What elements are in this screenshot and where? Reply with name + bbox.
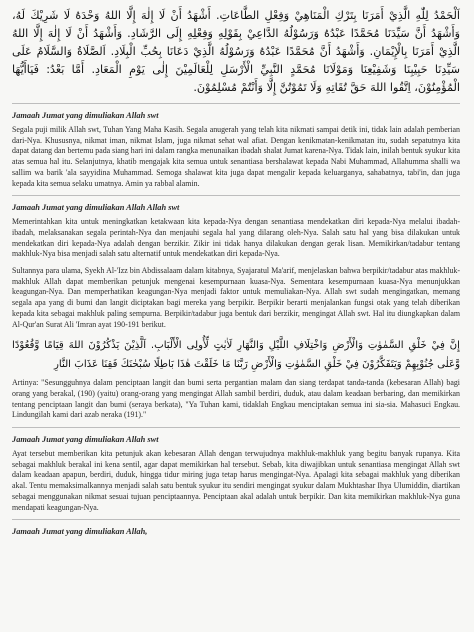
section-heading-2: Jamaah Jumat yang dimuliakan Allah Allah swt <box>12 203 180 213</box>
section-heading-4: Jamaah Jumat yang dimuliakan Allah, <box>12 527 148 537</box>
arabic-opening-prayer: اَلْحَمْدُ لِلّٰهِ الَّذِيْ أَمَرَنَا بِتَرْكِ الْمَنَاهِيْ وَفِعْلِ الطَّاعَاتِ. أَشْهَدُ أَنْ لَا إِلٰهَ إِلَّا اللهُ وَحْدَهُ لَا شَرِيْكَ لَهُ، وَأَشْهَدُ أَنَّ سَيِّدَنَا مُحَمَّدًا عَبْدُهُ وَرَسُوْلُهُ الدَّاعِيْ بِقَوْلِهِ وَفِعْلِهِ إِلَى الرَّشَادِ. وَأَشْهَدُ أَنْ لَا إِلٰهَ إِلَّا اللهُ الَّذِيْ أَمَرَنَا بِالْإِيْمَانِ. وَأَشْهَدُ أَنَّ مُحَمَّدًا عَبْدُهُ وَرَسُوْلُهُ الَّذِيْ دَعَانَا بِحُبِّ الْبِلَادِ. اَلصَّلَاةُ وَالسَّلَامُ عَلَى سَيِّدِنَا حَبِيْبِنَا وَشَفِيْعِنَا وَمَوْلَانَا مُحَمَّدٍ النَّبِيِّ الْأَرْسَلِ لِلْعَالَمِيْنَ إِلٰى يَوْمِ الْمَعَادِ. أَمَّا بَعْدُ: فَيَاأَيُّهَا الْمُؤْمِنُوْنَ، اِتَّقُوا اللهَ حَقَّ تُقَاتِهِ وَلَا تَمُوْتُنَّ إِلَّا وَأَنْتُمْ مُسْلِمُوْنَ. <box>12 9 460 94</box>
section-heading-3: Jamaah Jumat yang dimuliakan Allah swt <box>12 435 159 445</box>
body-paragraph: Ayat tersebut memberikan kita petunjuk akan kebesaran Allah dengan terwujudnya makhluk-makhluk yang begitu banyak rupanya. Kita sebagai makhluk berakal ini kena sentil, agar dapat memikirkan hal tersebut. Sebab, kita diwajibkan untuk senantiasa mengingat Allah swt dalam keadaan apapun, berdiri, duduk, hingga tidur miring juga tetap harus mengingat-Nya. Apalagi kita sebagai makhluk yang diberikan akal. Tentu memaksimalkannya menjadi salah satu bentuk syukur itu sendiri mengingat syukur dalam Mukhtashar Ihya Ulumiddin, diartikan sebagai menggunakan nikmat sesuai tujuan penciptaannya. Penciptaan akal adalah untuk berpikir. Dan kita memikirkan makhluk-Nya guna mendapati keagungan-Nya. <box>12 449 460 512</box>
divider <box>12 103 460 104</box>
body-paragraph: Segala puji milik Allah swt, Tuhan Yang Maha Kasih. Segala anugerah yang telah kita nikmati sampai detik ini, tidak lain adalah pemberian dari-Nya. Khususnya, nikmat iman, nikmat Islam, juga nikmat sehat wal afiat. Dengan kenikmatan-kenikmatan itu, sudah sepatutnya kita dapat datang dan bertemu pada siang hari ini dalam rangka menunaikan ibadah shalat Jumat karena-Nya. Tidak lain, inilah bentuk syukur kita atas semua hal itu. Selanjutnya, khatib mengajak kita semua untuk senantiasa bershalawat kepada Nabi Muhammad, Allahumma shalli wa sallim wa barik 'ala sayyidina Muhammad. Semoga shalawat kita juga dapat mengalir kepada keluarganya, sahabatnya, tabi'in, dan juga kepada kita semua selaku umatnya. Amin ya rabbal alamin. <box>12 125 460 188</box>
divider <box>12 427 460 428</box>
verse-translation: Artinya: "Sesungguhnya dalam penciptaan langit dan bumi serta pergantian malam dan siang terdapat tanda-tanda (kebesaran Allah) bagi orang yang berakal, (190) (yaitu) orang-orang yang mengingat Allah sambil berdiri, duduk, atau dalam keadaan berbaring, dan memikirkan tentang penciptaan langit dan bumi (seraya berkata), "Ya Tuhan kami, tidaklah Engkau menciptakan semua ini sia-sia. Mahasuci Engkau. Lindungilah kami dari azab neraka (191)." <box>12 378 460 420</box>
arabic-quran-verse: إِنَّ فِيْ خَلْقِ السَّمٰوٰتِ وَالْأَرْضِ وَاخْتِلَافِ اللَّيْلِ وَالنَّهَارِ لَاٰيٰتٍ لِّأُولِى الْأَلْبَابِ. اَلَّذِيْنَ يَذْكُرُوْنَ اللهَ قِيَامًا وَّقُعُوْدًا وَّعَلٰى جُنُوْبِهِمْ وَيَتَفَكَّرُوْنَ فِيْ خَلْقِ السَّمٰوٰتِ وَالْأَرْضِ رَبَّنَا مَا خَلَقْتَ هٰذَا بَاطِلًا سُبْحٰنَكَ فَقِنَا عَذَابَ النَّارِ <box>12 340 460 371</box>
divider <box>12 195 460 196</box>
section-heading-1: Jamaah Jumat yang dimuliakan Allah swt <box>12 111 159 120</box>
body-paragraph: Sultannya para ulama, Syekh Al-'Izz bin Abdissalaam dalam kitabnya, Syajaratul Ma'arif, menjelaskan bahwa berpikir/tadabur atas makhluk-makhluk Allah dapat memberikan petunjuk mengenai kesempurnaan kuasa-Nya. Sementara kesempurnaan kuasa-Nya menunjukkan keagungan-Nya. Dan memperhatikan keagungan-Nya menjadi faktor untuk memuliakan-Nya. Allah swt sudah mengingatkan, memang segala apa yang di bumi dan langit diciptakan bagi mereka yang berpikir. Berpikir berarti menjalankan fungsi otak yang telah diberikan kepada kita sebagai makhluk paling sempurna. Berpikir/tadabur juga bentuk dari berzikir, mengingat Allah swt. Hal itu diungkapkan dalam Al-Qur'an Surat Ali 'Imran ayat 190-191 berikut. <box>12 266 460 329</box>
divider <box>12 519 460 520</box>
body-paragraph: Memerintahkan kita untuk meningkatkan ketakwaan kita kepada-Nya dengan senantiasa mendekatkan diri kepada-Nya melalui ibadah-ibadah, melaksanakan segala perintah-Nya dan menjauhi segala hal yang dilarang oleh-Nya. Salah satu hal yang bisa dilakukan untuk mendekatkan diri kepada-Nya adalah dengan berzikir. Zikir ini tidak hanya dilakukan dengan gerak lisan. Memikirkan/tadabur tentang makhluk-Nya bisa menjadi salah satu alternatif untuk mendekatkan diri kepada-Nya. <box>12 217 460 259</box>
